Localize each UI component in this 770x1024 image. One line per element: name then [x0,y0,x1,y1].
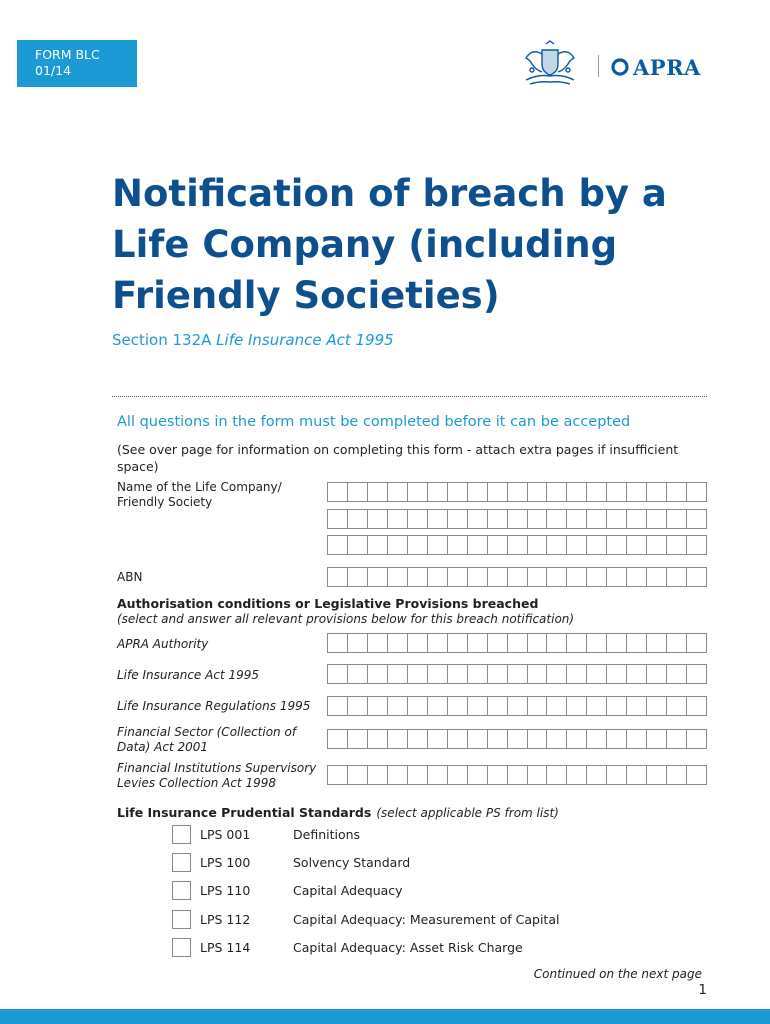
page-subtitle [112,331,394,349]
prudential-heading-text: Life Insurance Prudential Standards [117,805,372,820]
instructions-heading: All questions in the form must be completed before it can be accepted [117,414,631,430]
checkbox-lps-112[interactable] [172,910,191,929]
apra-ring-icon [610,57,630,77]
checkbox-lps-100[interactable] [172,853,191,872]
apra-logo [610,54,701,80]
instructions-note: (See over page for information on completing this form - attach extra pages if insufficient space) [117,442,679,474]
abn-input[interactable] [327,567,707,587]
financial-sector-act-label: Financial Sector (Collection of Data) Act 2001 [117,725,297,754]
subtitle-section: Section 132A [112,331,212,349]
form-code-badge [17,40,137,87]
checkbox-lps-001[interactable] [172,825,191,844]
checkbox-lps-110[interactable] [172,881,191,900]
levies-collection-act-input[interactable] [327,765,707,785]
levies-collection-act-label: Financial Institutions Supervisory Levies Collection Act 1998 [117,761,317,790]
divider [112,396,707,397]
title-line-2: Life Company (including [112,223,618,266]
checkbox-lps-114[interactable] [172,938,191,957]
lps-114-name: Capital Adequacy: Asset Risk Charge [293,940,523,955]
authorisation-subheading: (select and answer all relevant provisions below for this breach notification) [117,612,575,626]
authorisation-heading: Authorisation conditions or Legislative Provisions breached [117,596,539,611]
page-number: 1 [698,982,707,998]
lps-110-code: LPS 110 [200,883,251,898]
company-name-input-row-2[interactable] [327,509,707,529]
subtitle-act: Life Insurance Act 1995 [216,331,394,349]
abn-label: ABN [117,570,143,584]
company-name-label: Name of the Life Company/ Friendly Society [117,480,282,509]
lps-001-name: Definitions [293,827,361,842]
lps-100-code: LPS 100 [200,855,251,870]
lps-001-code: LPS 001 [200,827,251,842]
page-title [112,168,672,321]
lps-112-code: LPS 112 [200,912,251,927]
form-date: 01/14 [35,63,72,78]
continued-note: Continued on the next page [533,967,702,981]
apra-logo-text: APRA [633,54,701,80]
title-line-3: Friendly Societies) [112,274,500,317]
financial-sector-act-input[interactable] [327,729,707,749]
bottom-accent-bar [0,1009,770,1024]
form-code: FORM BLC [35,47,100,62]
life-insurance-regulations-input[interactable] [327,696,707,716]
logo-divider [598,55,599,77]
lps-112-name: Capital Adequacy: Measurement of Capital [293,912,560,927]
life-insurance-act-label: Life Insurance Act 1995 [117,668,259,682]
lps-100-name: Solvency Standard [293,855,411,870]
lps-110-name: Capital Adequacy [293,883,403,898]
apra-authority-input[interactable] [327,633,707,653]
title-line-1: Notification of breach by a [112,172,667,215]
company-name-input-row-1[interactable] [327,482,707,502]
company-name-input-row-3[interactable] [327,535,707,555]
life-insurance-regulations-label: Life Insurance Regulations 1995 [117,699,311,713]
prudential-standards-heading [117,802,559,821]
life-insurance-act-input[interactable] [327,664,707,684]
coat-of-arms-icon [518,40,582,90]
apra-authority-label: APRA Authority [117,637,209,651]
prudential-subheading-text: (select applicable PS from list) [376,806,559,820]
lps-114-code: LPS 114 [200,940,251,955]
